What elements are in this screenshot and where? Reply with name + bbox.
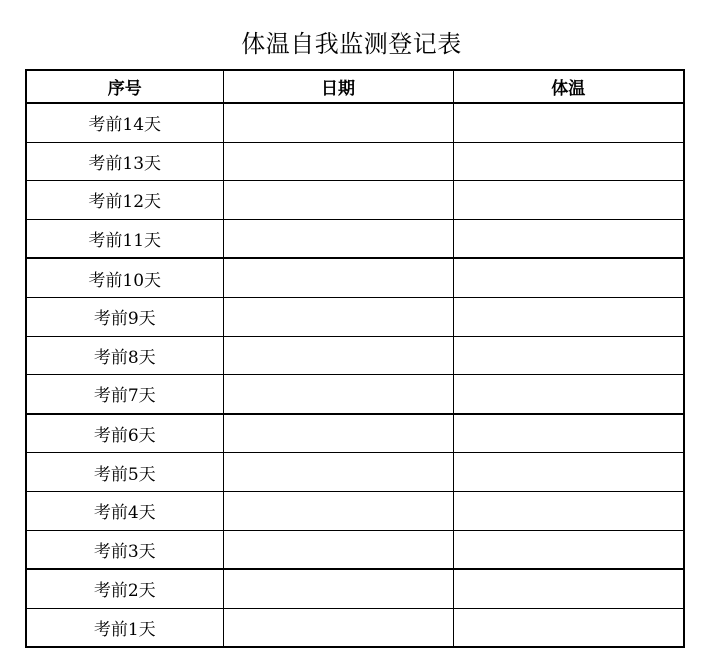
temperature-cell[interactable] (453, 453, 684, 492)
date-cell[interactable] (223, 375, 453, 414)
temperature-cell[interactable] (453, 375, 684, 414)
temperature-cell[interactable] (453, 608, 684, 647)
row-label: 考前14天 (26, 103, 223, 142)
row-label: 考前8天 (26, 336, 223, 375)
table-header-row (26, 70, 684, 103)
date-cell[interactable] (223, 258, 453, 297)
row-label: 考前5天 (26, 453, 223, 492)
page-title: 体温自我监测登记表 (241, 30, 462, 58)
table-row (26, 491, 684, 530)
row-label: 考前9天 (26, 297, 223, 336)
row-label: 考前4天 (26, 491, 223, 530)
date-cell[interactable] (223, 530, 453, 569)
table-row (26, 453, 684, 492)
table-row (26, 142, 684, 181)
date-cell[interactable] (223, 453, 453, 492)
date-cell[interactable] (223, 103, 453, 142)
table-row (26, 103, 684, 142)
table-row (26, 336, 684, 375)
table-row (26, 297, 684, 336)
row-label: 考前6天 (26, 414, 223, 453)
table-row (26, 569, 684, 608)
table-row (26, 258, 684, 297)
temperature-cell[interactable] (453, 258, 684, 297)
row-label: 考前11天 (26, 219, 223, 258)
temperature-cell[interactable] (453, 491, 684, 530)
temperature-cell[interactable] (453, 181, 684, 220)
date-cell[interactable] (223, 336, 453, 375)
temperature-cell[interactable] (453, 414, 684, 453)
date-cell[interactable] (223, 219, 453, 258)
row-label: 考前12天 (26, 181, 223, 220)
column-header-index: 序号 (26, 70, 223, 103)
date-cell[interactable] (223, 181, 453, 220)
row-label: 考前1天 (26, 608, 223, 647)
temperature-cell[interactable] (453, 336, 684, 375)
column-header-temperature: 体温 (453, 70, 684, 103)
table-row (26, 414, 684, 453)
table-row (26, 530, 684, 569)
table-row (26, 181, 684, 220)
temperature-cell[interactable] (453, 142, 684, 181)
row-label: 考前7天 (26, 375, 223, 414)
temperature-cell[interactable] (453, 297, 684, 336)
temperature-cell[interactable] (453, 103, 684, 142)
column-header-date: 日期 (223, 70, 453, 103)
date-cell[interactable] (223, 608, 453, 647)
row-label: 考前3天 (26, 530, 223, 569)
footnote-text (2, 645, 702, 654)
table-row (26, 608, 684, 647)
row-label: 考前2天 (26, 569, 223, 608)
row-label: 考前13天 (26, 142, 223, 181)
table-row (26, 375, 684, 414)
temperature-cell[interactable] (453, 530, 684, 569)
row-label: 考前10天 (26, 258, 223, 297)
date-cell[interactable] (223, 569, 453, 608)
date-cell[interactable] (223, 297, 453, 336)
table-row (26, 219, 684, 258)
date-cell[interactable] (223, 491, 453, 530)
temperature-cell[interactable] (453, 219, 684, 258)
temperature-cell[interactable] (453, 569, 684, 608)
date-cell[interactable] (223, 142, 453, 181)
temperature-log-table (25, 69, 685, 648)
date-cell[interactable] (223, 414, 453, 453)
